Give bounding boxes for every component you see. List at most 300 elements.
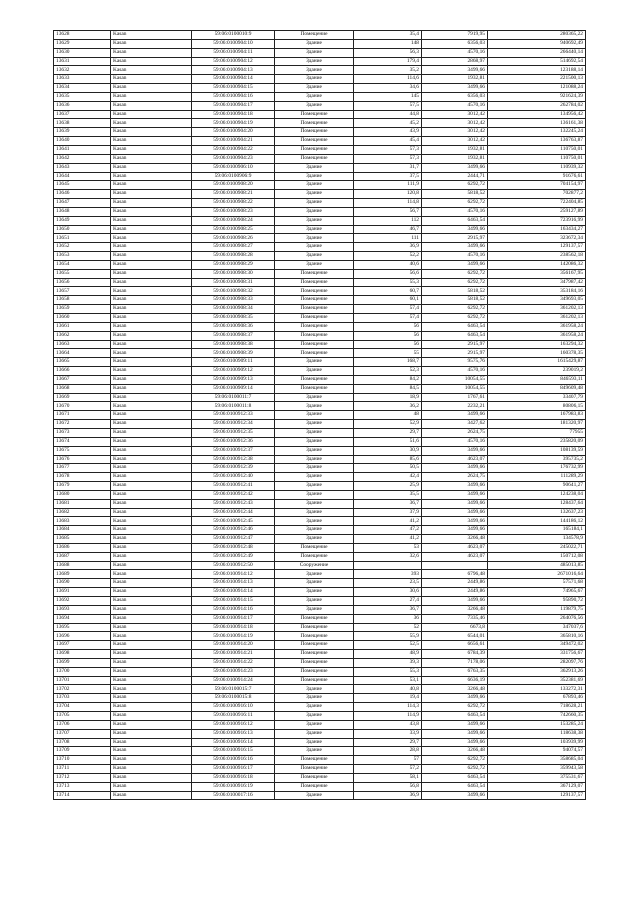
city-cell: Kasan [111, 260, 192, 269]
city-cell: Kasan [111, 393, 192, 402]
unit-value-cell: 4570,16 [422, 252, 488, 261]
cadastral-number-cell: 59:06:0100904:23 [192, 154, 275, 163]
cadastral-number-cell: 59:06:0100912:39 [192, 464, 275, 473]
cadastral-value-cell: 347987,42 [488, 278, 586, 287]
area-cell: 36,9 [354, 243, 422, 252]
row-number-cell: 13667 [54, 375, 111, 384]
object-type-cell: Здание [275, 243, 354, 252]
unit-value-cell: 3499,66 [422, 260, 488, 269]
cadastral-value-cell: 133272,31 [488, 685, 586, 694]
unit-value-cell: 3266,48 [422, 747, 488, 756]
row-number-cell: 13697 [54, 641, 111, 650]
cadastral-value-cell: 153285,24 [488, 720, 586, 729]
area-cell: 168,7 [354, 358, 422, 367]
object-type-cell: Помещение [275, 782, 354, 791]
area-cell: 57,4 [354, 305, 422, 314]
unit-value-cell [422, 561, 488, 570]
object-type-cell: Помещение [275, 331, 354, 340]
area-cell: 57,4 [354, 314, 422, 323]
table-row [54, 747, 586, 756]
city-cell: Kasan [111, 384, 192, 393]
unit-value-cell: 4570,16 [422, 101, 488, 110]
city-cell: Kasan [111, 499, 192, 508]
table-row [54, 455, 586, 464]
object-type-cell: Здание [275, 703, 354, 712]
area-cell: 48,9 [354, 650, 422, 659]
city-cell: Kasan [111, 172, 192, 181]
cadastral-value-cell: 119879,75 [488, 605, 586, 614]
area-cell: 60,7 [354, 287, 422, 296]
area-cell: 56 [354, 340, 422, 349]
city-cell: Kasan [111, 66, 192, 75]
object-type-cell: Помещение [275, 384, 354, 393]
row-number-cell: 13660 [54, 314, 111, 323]
cadastral-number-cell: 59:06:0100914:23 [192, 667, 275, 676]
area-cell: 28,8 [354, 747, 422, 756]
row-number-cell: 13645 [54, 181, 111, 190]
city-cell: Kasan [111, 216, 192, 225]
unit-value-cell: 2915,97 [422, 234, 488, 243]
city-cell: Kasan [111, 694, 192, 703]
table-row [54, 190, 586, 199]
row-number-cell: 13695 [54, 623, 111, 632]
cadastral-number-cell: 59:06:0100912:42 [192, 490, 275, 499]
table-row [54, 39, 586, 48]
cadastral-number-cell: 59:06:0100912:47 [192, 535, 275, 544]
area-cell: 18,9 [354, 393, 422, 402]
cadastral-number-cell: 59:06:0100904:15 [192, 84, 275, 93]
table-row [54, 597, 586, 606]
cadastral-number-cell: 59:06:0100904:16 [192, 92, 275, 101]
table-row [54, 296, 586, 305]
cadastral-value-cell: 353184,16 [488, 287, 586, 296]
table-row [54, 411, 586, 420]
unit-value-cell: 4570,16 [422, 207, 488, 216]
table-row [54, 552, 586, 561]
city-cell: Kasan [111, 588, 192, 597]
cadastral-value-cell: 110750,01 [488, 154, 586, 163]
unit-value-cell: 7919,95 [422, 31, 488, 40]
cadastral-value-cell: 362913,26 [488, 667, 586, 676]
cadastral-value-cell: 123188,14 [488, 66, 586, 75]
object-type-cell: Здание [275, 393, 354, 402]
cadastral-number-cell: 59:06:0100908:23 [192, 207, 275, 216]
unit-value-cell: 4570,16 [422, 437, 488, 446]
area-cell: 85,6 [354, 455, 422, 464]
unit-value-cell: 2449,86 [422, 579, 488, 588]
cadastral-number-cell: 59:06:0100908:24 [192, 216, 275, 225]
city-cell: Kasan [111, 641, 192, 650]
object-type-cell: Здание [275, 199, 354, 208]
area-cell: 45,2 [354, 119, 422, 128]
unit-value-cell: 3499,66 [422, 517, 488, 526]
area-cell: 57,3 [354, 145, 422, 154]
cadastral-value-cell: 266440,14 [488, 48, 586, 57]
area-cell: 31,7 [354, 163, 422, 172]
city-cell: Kasan [111, 137, 192, 146]
object-type-cell: Помещение [275, 269, 354, 278]
cadastral-value-cell: 235820,09 [488, 437, 586, 446]
object-type-cell: Здание [275, 48, 354, 57]
city-cell: Kasan [111, 110, 192, 119]
unit-value-cell: 3499,66 [422, 791, 488, 800]
city-cell: Kasan [111, 552, 192, 561]
cadastral-number-cell: 59:06:0100015:7 [192, 685, 275, 694]
cadastral-number-cell: 59:06:0100011:7 [192, 393, 275, 402]
city-cell: Kasan [111, 296, 192, 305]
cadastral-number-cell: 59:06:0100912:40 [192, 473, 275, 482]
city-cell: Kasan [111, 508, 192, 517]
cadastral-number-cell: 59:06:0100908:32 [192, 287, 275, 296]
cadastral-value-cell: 722404,85 [488, 199, 586, 208]
cadastral-value-cell: 129137,57 [488, 791, 586, 800]
object-type-cell: Помещение [275, 658, 354, 667]
table-row [54, 260, 586, 269]
cadastral-number-cell: 59:06:0100914:17 [192, 614, 275, 623]
cadastral-value-cell: 514692,54 [488, 57, 586, 66]
table-row [54, 588, 586, 597]
unit-value-cell: 3266,48 [422, 605, 488, 614]
row-number-cell: 13688 [54, 561, 111, 570]
city-cell: Kasan [111, 773, 192, 782]
city-cell: Kasan [111, 428, 192, 437]
area-cell: 33,9 [354, 729, 422, 738]
city-cell: Kasan [111, 349, 192, 358]
object-type-cell: Помещение [275, 137, 354, 146]
cadastral-number-cell: 59:06:0100912:33 [192, 411, 275, 420]
table-row [54, 278, 586, 287]
cadastral-value-cell: 57571,68 [488, 579, 586, 588]
object-type-cell: Здание [275, 685, 354, 694]
row-number-cell: 13694 [54, 614, 111, 623]
cadastral-number-cell: 59:06:0100904:12 [192, 57, 275, 66]
city-cell: Kasan [111, 579, 192, 588]
area-cell: 36,9 [354, 791, 422, 800]
row-number-cell: 13666 [54, 367, 111, 376]
area-cell: 36,7 [354, 499, 422, 508]
unit-value-cell: 3499,66 [422, 720, 488, 729]
table-row [54, 234, 586, 243]
object-type-cell: Здание [275, 252, 354, 261]
table-row [54, 570, 586, 579]
cadastral-value-cell: 80806,15 [488, 402, 586, 411]
cadastral-number-cell: 59:06:0100912:49 [192, 552, 275, 561]
object-type-cell: Здание [275, 464, 354, 473]
cadastral-number-cell: 59:06:0100908:36 [192, 322, 275, 331]
cadastral-value-cell: 108139,59 [488, 446, 586, 455]
area-cell: 84,5 [354, 384, 422, 393]
cadastral-value-cell: 110750,01 [488, 145, 586, 154]
cadastral-value-cell: 361958,24 [488, 322, 586, 331]
cadastral-number-cell: 59:06:0100908:31 [192, 278, 275, 287]
object-type-cell: Здание [275, 579, 354, 588]
city-cell: Kasan [111, 75, 192, 84]
area-cell: 148 [354, 39, 422, 48]
row-number-cell: 13662 [54, 331, 111, 340]
cadastral-number-cell: 59:06:0100908:22 [192, 199, 275, 208]
unit-value-cell: 5818,52 [422, 190, 488, 199]
city-cell: Kasan [111, 57, 192, 66]
row-number-cell: 13710 [54, 756, 111, 765]
row-number-cell: 13675 [54, 446, 111, 455]
cadastral-number-cell: 59:06:0100914:16 [192, 605, 275, 614]
object-type-cell: Здание [275, 367, 354, 376]
row-number-cell: 13653 [54, 252, 111, 261]
cadastral-number-cell: 59:06:0100908:29 [192, 260, 275, 269]
table-row [54, 543, 586, 552]
unit-value-cell: 6463,54 [422, 216, 488, 225]
city-cell: Kasan [111, 314, 192, 323]
unit-value-cell: 1767,61 [422, 393, 488, 402]
row-number-cell: 13700 [54, 667, 111, 676]
object-type-cell: Здание [275, 260, 354, 269]
table-row [54, 137, 586, 146]
city-cell: Kasan [111, 526, 192, 535]
unit-value-cell: 3499,66 [422, 411, 488, 420]
row-number-cell: 13669 [54, 393, 111, 402]
object-type-cell: Здание [275, 747, 354, 756]
object-type-cell: Здание [275, 84, 354, 93]
city-cell: Kasan [111, 305, 192, 314]
table-row [54, 207, 586, 216]
area-cell [354, 561, 422, 570]
cadastral-number-cell: 59:06:0100908:28 [192, 252, 275, 261]
cadastral-number-cell: 59:06:0100912:43 [192, 499, 275, 508]
table-row [54, 711, 586, 720]
cadastral-number-cell: 59:06:0100908:35 [192, 314, 275, 323]
row-number-cell: 13714 [54, 791, 111, 800]
table-row [54, 31, 586, 40]
row-number-cell: 13683 [54, 517, 111, 526]
area-cell: 40,6 [354, 260, 422, 269]
object-type-cell: Помещение [275, 632, 354, 641]
table-row [54, 561, 586, 570]
unit-value-cell: 3499,66 [422, 490, 488, 499]
object-type-cell: Здание [275, 729, 354, 738]
cadastral-number-cell: 59:06:0100914:13 [192, 579, 275, 588]
unit-value-cell: 6673,8 [422, 623, 488, 632]
city-cell: Kasan [111, 720, 192, 729]
area-cell: 55,3 [354, 278, 422, 287]
area-cell: 41,2 [354, 535, 422, 544]
cadastral-value-cell: 118638,38 [488, 729, 586, 738]
row-number-cell: 13630 [54, 48, 111, 57]
cadastral-number-cell: 59:06:0100908:21 [192, 190, 275, 199]
row-number-cell: 13699 [54, 658, 111, 667]
cadastral-number-cell: 59:06:0100912:37 [192, 446, 275, 455]
city-cell: Kasan [111, 154, 192, 163]
city-cell: Kasan [111, 711, 192, 720]
cadastral-value-cell: 144186,12 [488, 517, 586, 526]
row-number-cell: 13631 [54, 57, 111, 66]
table-row [54, 358, 586, 367]
cadastral-value-cell: 134578,9 [488, 535, 586, 544]
cadastral-number-cell: 59:06:0100909:11 [192, 358, 275, 367]
city-cell: Kasan [111, 375, 192, 384]
cadastral-value-cell: 940692,49 [488, 39, 586, 48]
object-type-cell: Здание [275, 216, 354, 225]
object-type-cell: Здание [275, 437, 354, 446]
cadastral-value-cell: 136161,38 [488, 119, 586, 128]
area-cell: 29,7 [354, 738, 422, 747]
area-cell: 46,7 [354, 225, 422, 234]
table-row [54, 154, 586, 163]
unit-value-cell: 3012,42 [422, 119, 488, 128]
area-cell: 35,4 [354, 31, 422, 40]
city-cell: Kasan [111, 605, 192, 614]
unit-value-cell: 6656,61 [422, 641, 488, 650]
area-cell: 19,4 [354, 694, 422, 703]
area-cell: 52,3 [354, 367, 422, 376]
unit-value-cell: 5818,52 [422, 296, 488, 305]
object-type-cell: Здание [275, 446, 354, 455]
row-number-cell: 13636 [54, 101, 111, 110]
cadastral-value-cell: 352381,69 [488, 676, 586, 685]
cadastral-value-cell: 239019,2 [488, 367, 586, 376]
table-row [54, 473, 586, 482]
city-cell: Kasan [111, 92, 192, 101]
city-cell: Kasan [111, 190, 192, 199]
cadastral-number-cell: 59:06:0100916:11 [192, 711, 275, 720]
object-type-cell: Здание [275, 738, 354, 747]
object-type-cell: Здание [275, 694, 354, 703]
table-row [54, 384, 586, 393]
city-cell: Kasan [111, 791, 192, 800]
unit-value-cell: 6292,72 [422, 269, 488, 278]
table-row [54, 314, 586, 323]
area-cell: 32,6 [354, 552, 422, 561]
table-row [54, 614, 586, 623]
cadastral-number-cell: 59:06:0100914:12 [192, 570, 275, 579]
table-row [54, 694, 586, 703]
cadastral-number-cell: 59:06:0100914:14 [192, 588, 275, 597]
area-cell: 55,3 [354, 667, 422, 676]
table-row [54, 650, 586, 659]
table-row [54, 110, 586, 119]
cadastral-value-cell: 702877,2 [488, 190, 586, 199]
row-number-cell: 13680 [54, 490, 111, 499]
cadastral-number-cell: 59:06:0100909:12 [192, 367, 275, 376]
city-cell: Kasan [111, 517, 192, 526]
city-cell: Kasan [111, 243, 192, 252]
unit-value-cell: 10054,55 [422, 375, 488, 384]
city-cell: Kasan [111, 437, 192, 446]
city-cell: Kasan [111, 738, 192, 747]
object-type-cell: Здание [275, 490, 354, 499]
table-row [54, 623, 586, 632]
unit-value-cell: 2232,21 [422, 402, 488, 411]
object-type-cell: Здание [275, 455, 354, 464]
cadastral-number-cell: 59:06:0100916:14 [192, 738, 275, 747]
cadastral-value-cell: 365810,16 [488, 632, 586, 641]
area-cell: 57,3 [354, 154, 422, 163]
table-row [54, 738, 586, 747]
table-row [54, 632, 586, 641]
object-type-cell: Здание [275, 597, 354, 606]
row-number-cell: 13634 [54, 84, 111, 93]
object-type-cell: Помещение [275, 756, 354, 765]
cadastral-value-cell: 136763,87 [488, 137, 586, 146]
area-cell: 52,5 [354, 641, 422, 650]
unit-value-cell: 6292,72 [422, 199, 488, 208]
city-cell: Kasan [111, 278, 192, 287]
cadastral-value-cell: 356167,95 [488, 269, 586, 278]
cadastral-number-cell: 59:06:0100916:15 [192, 747, 275, 756]
cadastral-number-cell: 59:06:0100909:14 [192, 384, 275, 393]
city-cell: Kasan [111, 482, 192, 491]
object-type-cell: Здание [275, 720, 354, 729]
city-cell: Kasan [111, 561, 192, 570]
cadastral-number-cell: 59:06:0100916:18 [192, 773, 275, 782]
cadastral-value-cell: 150712,08 [488, 552, 586, 561]
area-cell: 52 [354, 623, 422, 632]
area-cell: 120,8 [354, 190, 422, 199]
document-page [53, 30, 585, 800]
row-number-cell: 13644 [54, 172, 111, 181]
area-cell: 60,1 [354, 296, 422, 305]
cadastral-number-cell: 59:06:0100904:20 [192, 128, 275, 137]
row-number-cell: 13628 [54, 31, 111, 40]
row-number-cell: 13656 [54, 278, 111, 287]
unit-value-cell: 3499,66 [422, 66, 488, 75]
cadastral-value-cell: 110939,32 [488, 163, 586, 172]
cadastral-value-cell: 921624,39 [488, 92, 586, 101]
table-row [54, 66, 586, 75]
cadastral-value-cell: 485013,85 [488, 561, 586, 570]
unit-value-cell: 6463,54 [422, 782, 488, 791]
row-number-cell: 13690 [54, 579, 111, 588]
area-cell: 45,4 [354, 137, 422, 146]
unit-value-cell: 6292,72 [422, 305, 488, 314]
unit-value-cell: 10054,55 [422, 384, 488, 393]
cadastral-value-cell: 349472,02 [488, 641, 586, 650]
row-number-cell: 13701 [54, 676, 111, 685]
cadastral-value-cell: 282097,76 [488, 658, 586, 667]
table-row [54, 482, 586, 491]
table-row [54, 641, 586, 650]
object-type-cell: Здание [275, 163, 354, 172]
city-cell: Kasan [111, 543, 192, 552]
unit-value-cell: 4623,07 [422, 552, 488, 561]
unit-value-cell: 6463,54 [422, 331, 488, 340]
object-type-cell: Здание [275, 234, 354, 243]
city-cell: Kasan [111, 48, 192, 57]
row-number-cell: 13687 [54, 552, 111, 561]
object-type-cell: Здание [275, 101, 354, 110]
object-type-cell: Помещение [275, 322, 354, 331]
table-row [54, 172, 586, 181]
object-type-cell: Здание [275, 402, 354, 411]
object-type-cell: Помещение [275, 119, 354, 128]
area-cell: 40,8 [354, 685, 422, 694]
city-cell: Kasan [111, 181, 192, 190]
object-type-cell: Помещение [275, 614, 354, 623]
table-row [54, 75, 586, 84]
cadastral-number-cell: 59:06:0100916:10 [192, 703, 275, 712]
unit-value-cell: 3266,48 [422, 685, 488, 694]
table-row [54, 199, 586, 208]
object-type-cell: Помещение [275, 349, 354, 358]
table-row [54, 84, 586, 93]
cadastral-value-cell: 124238,04 [488, 490, 586, 499]
cadastral-number-cell: 59:06:0100914:24 [192, 676, 275, 685]
cadastral-value-cell: 331756,67 [488, 650, 586, 659]
unit-value-cell: 3499,66 [422, 482, 488, 491]
unit-value-cell: 3499,66 [422, 499, 488, 508]
cadastral-number-cell: 59:06:0100914:21 [192, 650, 275, 659]
object-type-cell: Помещение [275, 773, 354, 782]
object-type-cell: Здание [275, 57, 354, 66]
